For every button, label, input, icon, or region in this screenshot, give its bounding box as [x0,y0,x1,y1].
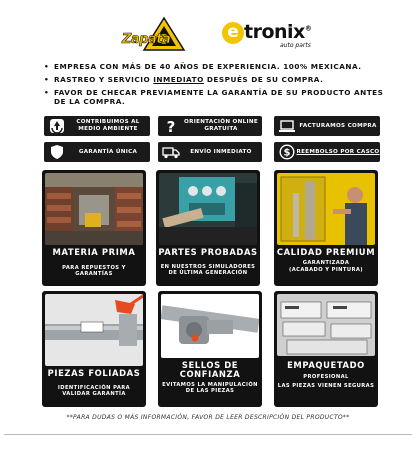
feature-warranty [44,142,150,162]
bullet-dot: • [44,75,50,84]
card-subtitle: PARA REPUESTOS Y GARANTÍAS [62,265,126,277]
bullet-text-part: DESPUÉS DE SU COMPRA. [203,75,324,84]
bullet-text-part: RASTREO Y SERVICIO [54,75,154,84]
feature-label: FACTURAMOS COMPRA [299,122,377,129]
card-title: MATERIA PRIMA [52,247,136,257]
etronix-wordmark [244,21,311,43]
card-subtitle: GARANTIZADA [302,260,350,266]
feature-orientation [158,116,262,136]
bottom-divider [4,434,412,435]
shield-icon [48,143,66,161]
bullet-text: EMPRESA CON MÁS DE 40 AÑOS DE EXPERIENCIA. 100% MEXICANA. [54,62,362,71]
etronix-word-text: tronix [244,21,305,43]
bullet-dot: • [44,62,50,71]
bullet-underlined-word: INMEDIATO [153,75,204,84]
card-title: PARTES PROBADAS [158,247,258,257]
sealed-part-photo [161,294,259,358]
zapata-logo [120,16,190,52]
feature-label: REEMBOLSO POR CASCO [296,148,380,155]
card-subtitle: IDENTIFICACIÓN PARA VALIDAR GARANTÍA [57,385,131,397]
card-sellos-confianza [158,291,262,407]
bullet-text [54,75,323,84]
svg-text:?: ? [166,118,176,134]
card-materia-prima [42,170,146,286]
etronix-subtitle: auto parts [280,42,311,49]
feature-label: ENVÍO INMEDIATO [190,148,252,155]
bullet-dot: • [44,88,50,97]
card-piezas-foliadas [42,291,146,407]
card-calidad-premium [274,170,378,286]
card-subtitle: EN NUESTROS SIMULADORES DE ÚLTIMA GENERACIÓN [160,264,256,276]
card-title: CALIDAD PREMIUM [276,247,376,257]
etronix-e-mark: e [222,22,244,44]
truck-icon [162,143,180,161]
etronix-logo [222,20,312,50]
laptop-icon [278,117,296,135]
logo-row [0,14,416,54]
info-bullets [44,62,384,110]
bullet-tracking [44,75,384,84]
feature-invoice [274,116,380,136]
zapata-wordmark: Zapata [122,32,171,47]
etronix-reg-mark: ® [304,24,312,33]
card-subtitle-2: LAS PIEZAS VIENEN SEGURAS [277,383,375,389]
bullet-warranty [44,88,384,106]
card-partes-probadas [156,170,260,286]
card-empaquetado [274,291,378,407]
labeled-part-photo [45,294,143,366]
feature-refund [274,142,380,162]
paint-booth-photo [277,173,375,245]
svg-text:$: $ [283,147,291,159]
card-title: PIEZAS FOLIADAS [47,368,141,378]
recycle-icon [48,117,66,135]
packaged-boxes-photo [277,294,375,356]
bullet-experience [44,62,384,71]
feature-shipping [158,142,262,162]
feature-environment [44,116,150,136]
feature-label: ORIENTACIÓN ONLINE GRATUITA [184,119,258,132]
feature-label: GARANTÍA ÚNICA [78,148,138,155]
card-subtitle: EVITAMOS LA MANIPULACIÓN DE LAS PIEZAS [162,382,258,394]
card-title: SELLOS DE CONFIANZA [179,360,241,379]
dollar-icon [278,143,296,161]
card-subtitle: PROFESIONAL [303,374,349,380]
warehouse-photo [45,173,143,245]
card-subtitle-2: (ACABADO Y PINTURA) [288,267,364,273]
feature-label: CONTRIBUIMOS AL MEDIO AMBIENTE [76,119,140,132]
question-icon [162,117,180,135]
card-title: EMPAQUETADO [287,360,365,370]
test-bench-photo [159,173,257,245]
bullet-text: FAVOR DE CHECAR PREVIAMENTE LA GARANTÍA DE SU PRODUCTO ANTES DE LA COMPRA. [54,88,384,106]
footer-note: **PARA DUDAS O MÁS INFORMACIÓN, FAVOR DE LEER DESCRIPCIÓN DEL PRODUCTO** [66,414,350,421]
